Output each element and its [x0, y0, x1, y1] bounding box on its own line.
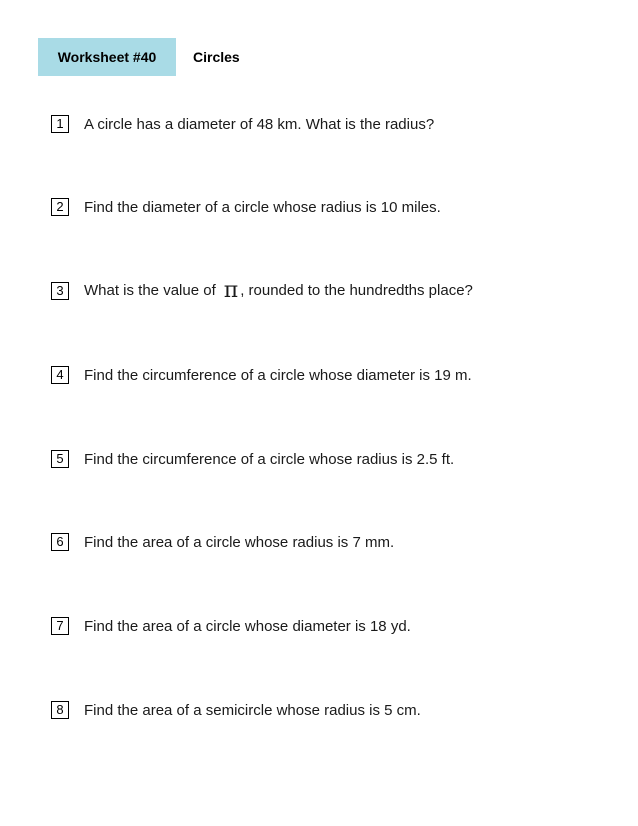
- question-text: Find the area of a circle whose radius is 7 mm.: [84, 533, 395, 551]
- pi-symbol: π: [223, 278, 239, 303]
- question-number: 7: [51, 617, 69, 635]
- question-text: Find the circumference of a circle whose diameter is 19 m.: [84, 366, 472, 384]
- question-5: [51, 448, 454, 470]
- question-6: [51, 531, 394, 553]
- page-title: Circles: [193, 49, 240, 65]
- question-3: [51, 280, 473, 302]
- question-1: [51, 113, 434, 135]
- question-text-after: , rounded to the hundredths place?: [240, 282, 473, 299]
- question-number: 1: [51, 115, 69, 133]
- question-number: 2: [51, 198, 69, 216]
- question-text: Find the circumference of a circle whose radius is 2.5 ft.: [84, 450, 455, 468]
- question-8: [51, 699, 421, 721]
- question-text: Find the area of a semicircle whose radius is 5 cm.: [84, 701, 421, 719]
- question-2: [51, 196, 441, 218]
- question-text: A circle has a diameter of 48 km. What is the radius?: [84, 115, 435, 133]
- question-number: 3: [51, 282, 69, 300]
- question-text: Find the area of a circle whose diameter is 18 yd.: [84, 617, 411, 635]
- question-text-before: What is the value of: [84, 282, 216, 299]
- question-text: Find the diameter of a circle whose radius is 10 miles.: [84, 198, 441, 216]
- question-number: 5: [51, 450, 69, 468]
- worksheet-label: Worksheet #40: [38, 38, 176, 76]
- question-7: [51, 615, 411, 637]
- question-number: 4: [51, 366, 69, 384]
- question-number: 8: [51, 701, 69, 719]
- question-text: [84, 280, 473, 302]
- question-number: 6: [51, 533, 69, 551]
- question-4: [51, 364, 472, 386]
